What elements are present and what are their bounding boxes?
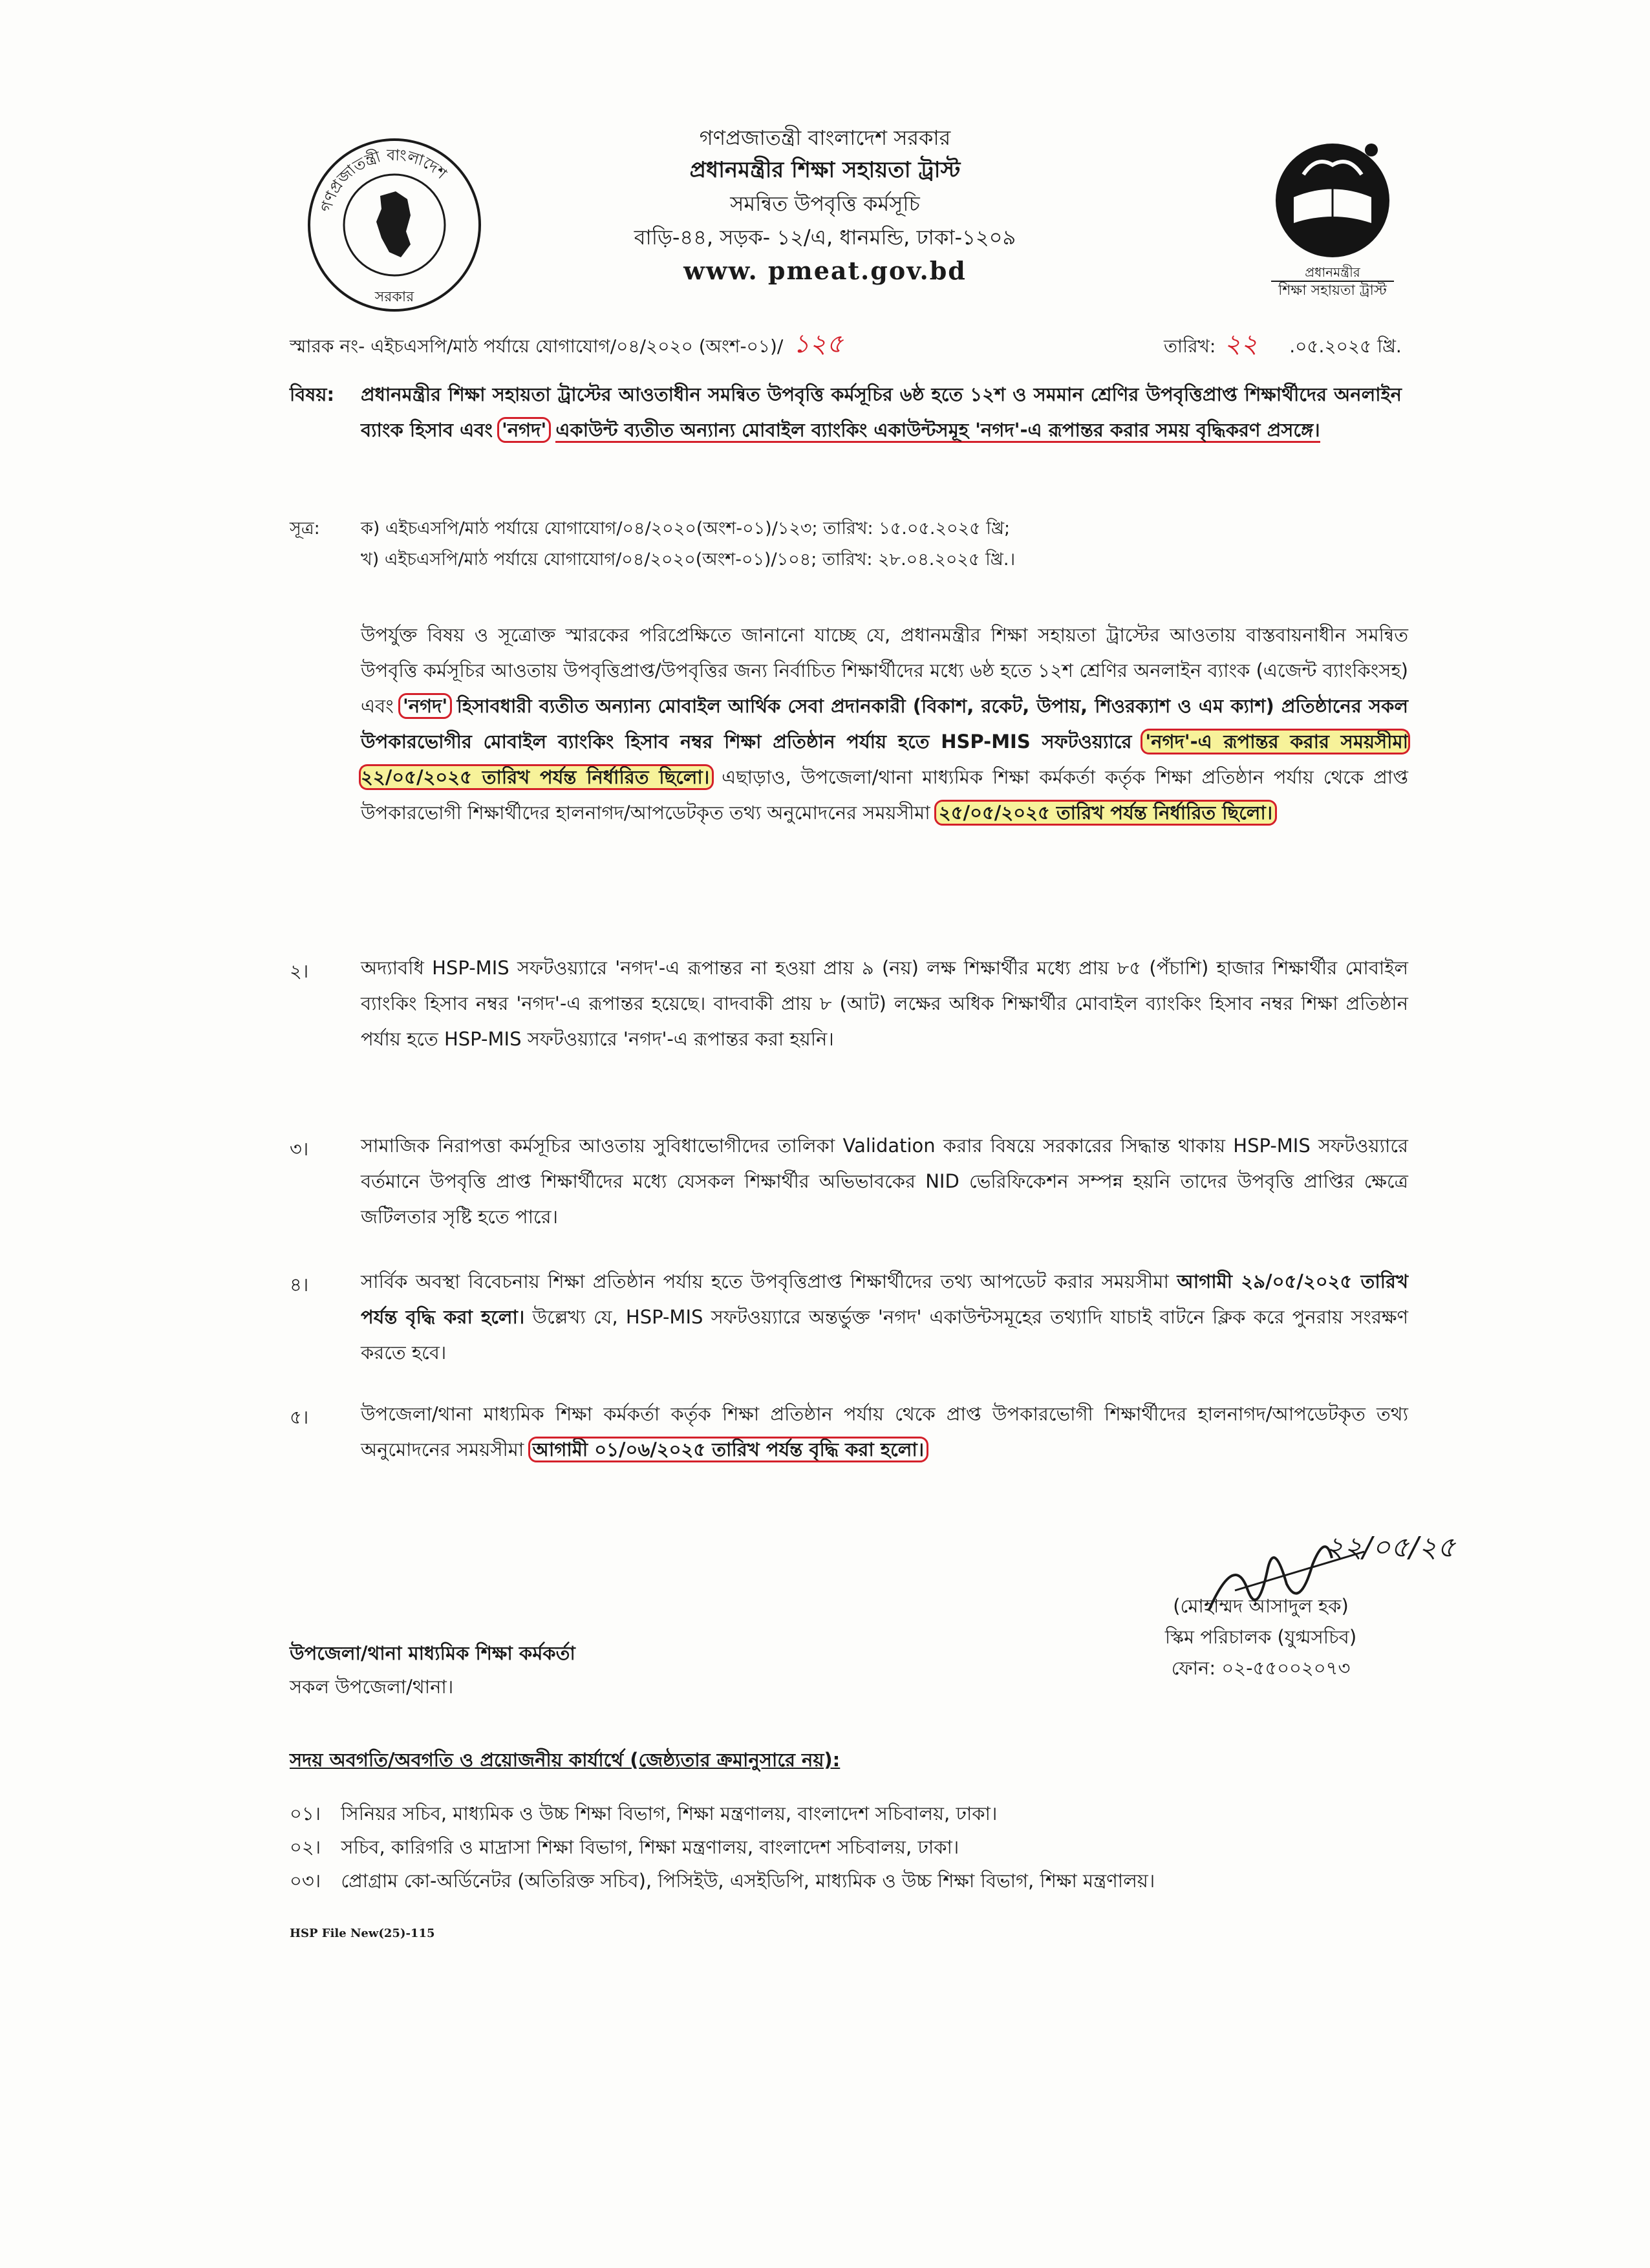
recipient-location: সকল উপজেলা/থানা। [290,1676,454,1698]
p1-highlight-2: 'নগদ'-এ রূপান্তর করার সময়সীমা ২২/০৫/২০২৫ তারিখ পর্যন্ত নির্ধারিত ছিলো। [361,731,1408,788]
signatory-designation: স্কিম পরিচালক (যুগ্মসচিব) [1164,1626,1357,1648]
paragraph-3: সামাজিক নিরাপত্তা কর্মসূচির আওতায় সুবিধাভোগীদের তালিকা Validation করার বিষয়ে সরকারের সিদ্ধান্ত থাকায় HSP-MIS সফটওয়্যারে বর্তমানে উপবৃত্তি প্রাপ্ত শিক্ষার্থীদের মধ্যে যেসকল শিক্ষার্থীর অভিভাবকের NID ভেরিফিকেশন সম্পন্ন হয়নি তাদের উপবৃত্তি প্রাপ্তির ক্ষেত্রে জটিলতার সৃষ্টি হতে পারে। [361,1135,1408,1228]
paragraph-4 [361,1264,1408,1371]
subject [290,377,1402,448]
recipient-title: উপজেলা/থানা মাধ্যমিক শিক্ষা কর্মকর্তা [290,1642,575,1664]
p1-highlight-1: 'নগদ' [400,695,450,717]
p1-text-3: এছাড়াও, উপজেলা/থানা মাধ্যমিক শিক্ষা কর্মকর্তা কর্তৃক শিক্ষা প্রতিষ্ঠান পর্যায় থেকে প্রাপ্ত উপকারভোগী শিক্ষার্থীদের হালনাগদ/আপডেটকৃত তথ্য অনুমোদনের সময়সীমা [361,766,1409,824]
memo-date [1164,323,1402,367]
seal-ring-text: গণপ্রজাতন্ত্রী বাংলাদেশ [317,145,451,214]
cc-item-number: ০২। [290,1836,321,1858]
date-label: তারিখ: [1164,336,1216,357]
paragraph-2: অদ্যাবধি HSP-MIS সফটওয়্যারে 'নগদ'-এ রূপান্তর না হওয়া প্রায় ৯ (নয়) লক্ষ শিক্ষার্থীর মধ্যে প্রায় ৮৫ (পঁচাশি) হাজার শিক্ষার্থীর মোবাইল ব্যাংকিং হিসাব নম্বর 'নগদ'-এ রূপান্তর হয়েছে। বাদবাকী প্রায় ৮ (আট) লক্ষের অধিক শিক্ষার্থীর মোবাইল ব্যাংকিং হিসাব নম্বর শিক্ষা প্রতিষ্ঠান পর্যায় হতে HSP-MIS সফটওয়্যারে 'নগদ'-এ রূপান্তর করা হয়নি। [361,957,1408,1050]
cc-item-3 [290,1865,1155,1897]
signatory-name: (মোহাম্মদ আসাদুল হক) [1173,1595,1349,1617]
sutra-label: সূত্র: [290,519,320,539]
cc-item-text: সচিব, কারিগরি ও মাদ্রাসা শিক্ষা বিভাগ, শিক্ষা মন্ত্রণালয়, বাংলাদেশ সচিবালয়, ঢাকা। [341,1836,959,1858]
cc-item-number: ০১। [290,1803,321,1824]
p5-bold: আগামী ০১/০৬/২০২৫ তারিখ পর্যন্ত বৃদ্ধি করা হলো। [530,1439,927,1460]
para-2-number: ২। [290,960,309,982]
subject-text-2: একাউন্ট ব্যতীত অন্যান্য মোবাইল ব্যাংকিং একাউন্টসমূহ 'নগদ'-এ রূপান্তর করার সময় বৃদ্ধিকরণ প্রসঙ্গে। [555,419,1320,443]
signatory-phone: ফোন: ০২-৫৫০০২০৭৩ [1171,1657,1351,1679]
cc-heading: সদয় অবগতি/অবগতি ও প্রয়োজনীয় কার্যার্থে (জেষ্ঠ্যতার ক্রমানুসারে নয়): [290,1749,841,1771]
sutra-kha: খ) এইচএসপি/মাঠ পর্যায়ে যোগাযোগ/০৪/২০২০(অংশ-০১)/১০৪; তারিখ: ২৮.০৪.২০২৫ খ্রি.। [361,550,1016,570]
cc-item-text: প্রোগ্রাম কো-অর্ডিনেটর (অতিরিক্ত সচিব), পিসিইউ, এসইডিপি, মাধ্যমিক ও উচ্চ শিক্ষা বিভাগ, শিক্ষা মন্ত্রণালয়। [341,1870,1155,1892]
memo-number-text: স্মারক নং- এইচএসপি/মাঠ পর্যায়ে যোগাযোগ/০৪/২০২০ (অংশ-০১)/ [290,336,784,357]
header-org: প্রধানমন্ত্রীর শিক্ষা সহায়তা ট্রাস্ট [689,157,961,183]
cc-item-1 [290,1797,997,1830]
para-4-number: ৪। [290,1274,309,1296]
file-code: HSP File New(25)-115 [290,1927,435,1940]
header-country: গণপ্রজাতন্ত্রী বাংলাদেশ সরকার [699,125,951,150]
cc-item-2 [290,1831,959,1863]
subject-highlight: 'নগদ' [499,419,549,441]
p4-bold: আগামী ২৯/০৫/২০২৫ তারিখ পর্যন্ত বৃদ্ধি করা হলো। [361,1270,1409,1328]
cc-item-number: ০৩। [290,1870,321,1892]
subject-label: বিষয়: [290,383,335,405]
p4-text-1: সার্বিক অবস্থা বিবেচনায় শিক্ষা প্রতিষ্ঠান পর্যায় হতে উপবৃত্তিপ্রাপ্ত শিক্ষার্থীদের তথ্য আপডেট করার সময়সীমা [361,1270,1169,1292]
logo-caption-1: প্রধানমন্ত্রীর [1305,264,1360,280]
memo-number [290,323,843,367]
para-5-number: ৫। [290,1406,309,1428]
p1-highlight-3: ২৫/০৫/২০২৫ তারিখ পর্যন্ত নির্ধারিত ছিলো। [936,802,1275,824]
para-3-number: ৩। [290,1138,309,1160]
cc-item-text: সিনিয়র সচিব, মাধ্যমিক ও উচ্চ শিক্ষা বিভাগ, শিক্ষা মন্ত্রণালয়, বাংলাদেশ সচিবালয়, ঢাকা। [341,1803,998,1824]
subject-text: প্রধানমন্ত্রীর শিক্ষা সহায়তা ট্রাস্টের আওতাধীন সমন্বিত উপবৃত্তি কর্মসূচির ৬ষ্ঠ হতে ১২শ ও সমমান শ্রেণির উপবৃত্তিপ্রাপ্ত শিক্ষার্থীদের অনলাইন ব্যাংক হিসাব এবং [361,383,1402,441]
p4-text-2: উল্লেখ্য যে, HSP-MIS সফটওয়্যারে অন্তর্ভুক্ত 'নগদ' একাউন্টসমূহের তথ্যাদি যাচাই বাটনে ক্লিক করে পুনরায় সংরক্ষণ করতে হবে। [361,1306,1409,1364]
date-handwritten: ২২ [1224,329,1258,359]
sutra-ka: ক) এইচএসপি/মাঠ পর্যায়ে যোগাযোগ/০৪/২০২০(অংশ-০১)/১২৩; তারিখ: ১৫.০৫.২০২৫ খ্রি; [361,519,1011,539]
header-program: সমন্বিত উপবৃত্তি কর্মসূচি [730,191,920,216]
seal-bottom-text: সরকার [374,289,414,305]
date-rest: .০৫.২০২৫ খ্রি. [1289,336,1402,357]
memo-handwritten: ১২৫ [793,329,844,359]
p1-text-2: হিসাবধারী ব্যতীত অন্যান্য মোবাইল আর্থিক সেবা প্রদানকারী (বিকাশ, রকেট, উপায়, শিওরক্যাশ ও এম ক্যাশ) প্রতিষ্ঠানের সকল উপকারভোগীর মোবাইল ব্যাংকিং হিসাব নম্বর শিক্ষা প্রতিষ্ঠান পর্যায় হতে HSP-MIS সফটওয়্যারে [361,695,1409,753]
signatory-block [1112,1590,1409,1684]
signature-date: ২২/০৫/২৫ [1325,1531,1456,1564]
paragraph-1 [361,617,1408,831]
paragraph-5 [361,1396,1408,1468]
header-website[interactable]: www. pmeat.gov.bd [683,256,967,285]
logo-caption-2: শিক্ষা সহায়তা ট্রাস্ট [1271,281,1394,300]
p5-text-1: উপজেলা/থানা মাধ্যমিক শিক্ষা কর্মকর্তা কর্তৃক শিক্ষা প্রতিষ্ঠান পর্যায় থেকে প্রাপ্ত উপকারভোগী শিক্ষার্থীদের হালনাগদ/আপডেটকৃত তথ্য অনুমোদনের সময়সীমা [361,1403,1408,1460]
header-address: বাড়ি-৪৪, সড়ক- ১২/এ, ধানমন্ডি, ঢাকা-১২০৯ [634,225,1016,250]
p1-text-1: উপর্যুক্ত বিষয় ও সূত্রোক্ত স্মারকের পরিপ্রেক্ষিতে জানানো যাচ্ছে যে, প্রধানমন্ত্রীর শিক্ষা সহায়তা ট্রাস্টের আওতায় বাস্তবায়নাধীন সমন্বিত উপবৃত্তি কর্মসূচির আওতায় উপবৃত্তিপ্রাপ্ত/উপবৃত্তির জন্য নির্বাচিত শিক্ষার্থীদের মধ্যে ৬ষ্ঠ হতে ১২শ শ্রেণির অনলাইন ব্যাংক (এজেন্ট ব্যাংকিংসহ) এবং [361,624,1408,717]
